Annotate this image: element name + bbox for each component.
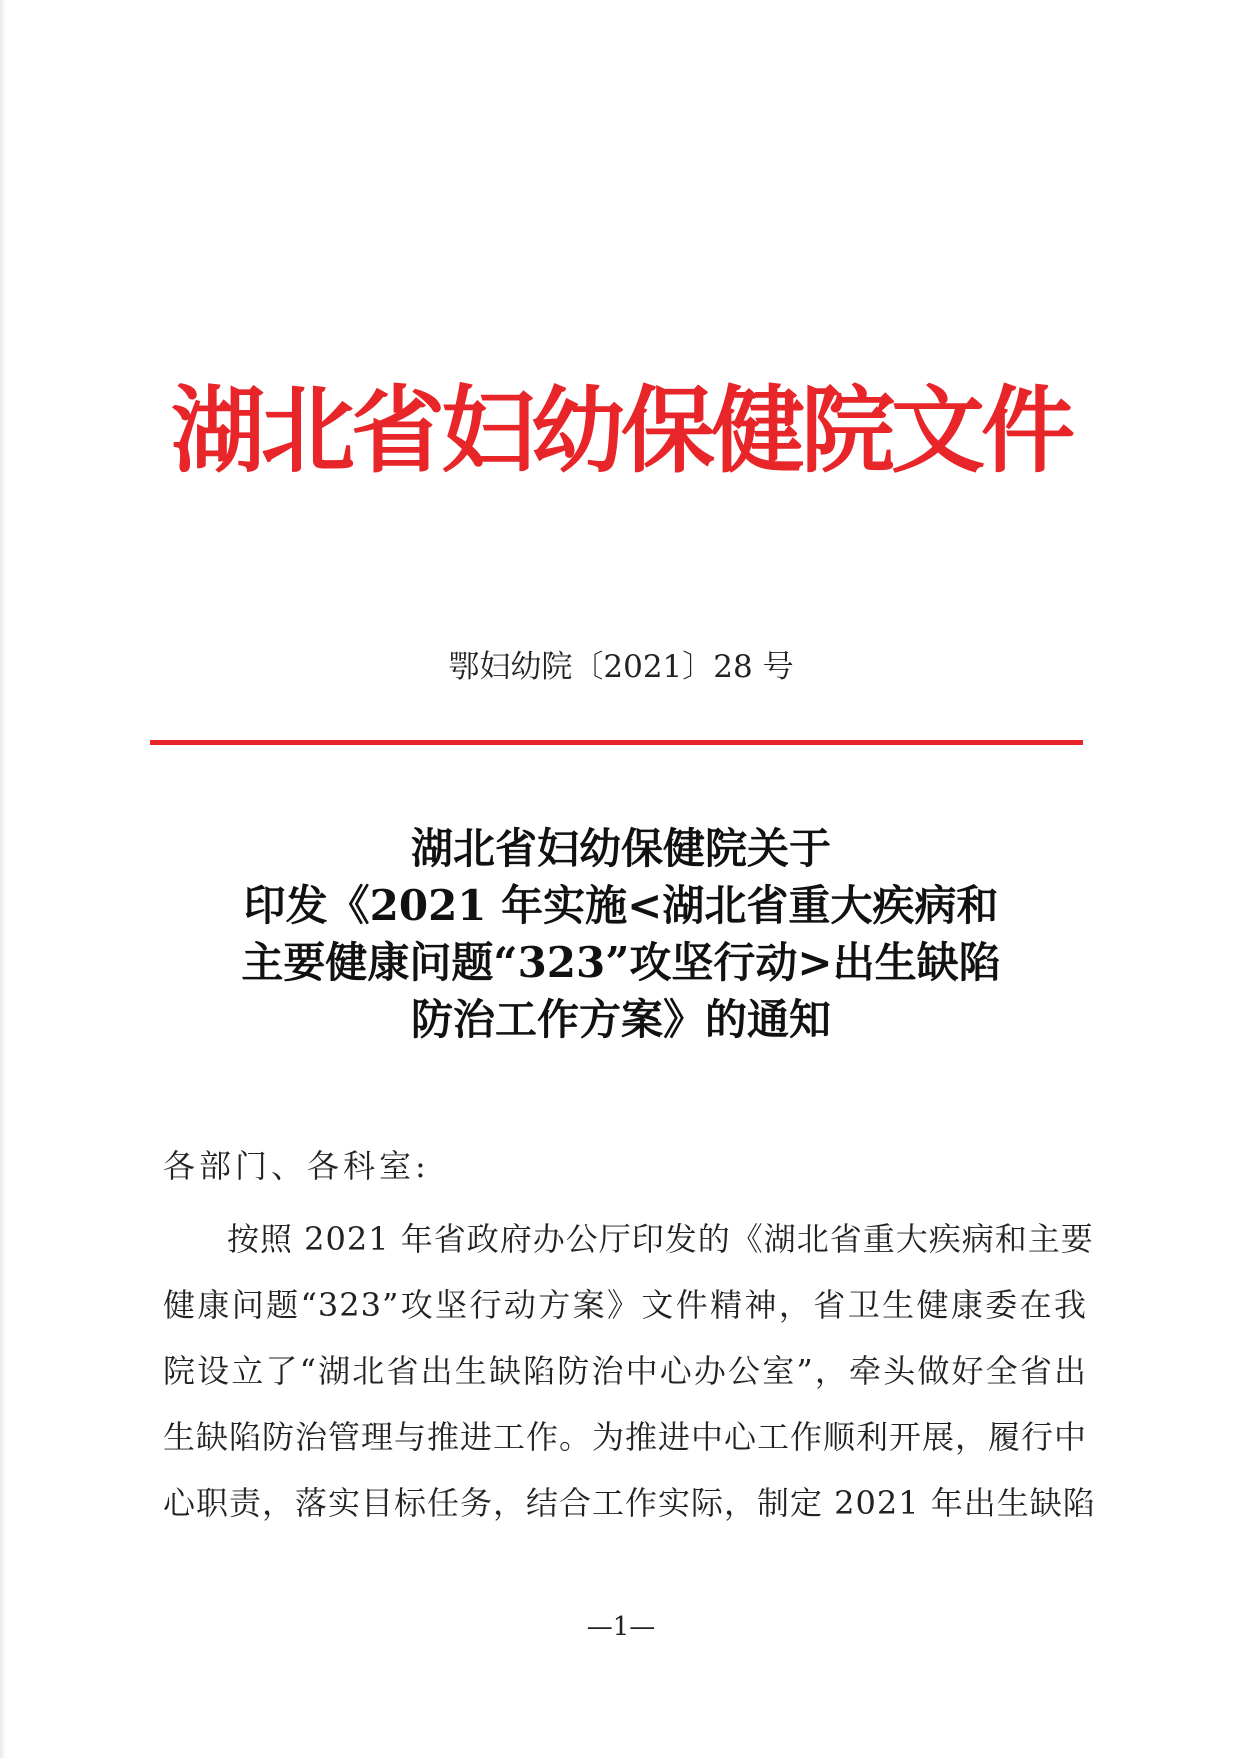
masthead-title: 湖北省妇幼保健院文件 xyxy=(170,377,1071,486)
title-line: 主要健康问题“323”攻坚行动>出生缺陷 xyxy=(241,938,1001,987)
red-divider-line xyxy=(150,740,1083,745)
body-line: 心职责，落实目标任务，结合工作实际，制定 2021 年出生缺陷 xyxy=(163,1484,1096,1522)
body-line: 院设立了“湖北省出生缺陷防治中心办公室”，牵头做好全省出 xyxy=(163,1352,1087,1390)
body-paragraph xyxy=(163,1206,1096,1536)
scan-edge xyxy=(0,0,6,1758)
salutation: 各部门、各科室: xyxy=(163,1147,430,1185)
page-number: —1— xyxy=(586,1612,656,1642)
title-line: 印发《2021 年实施<湖北省重大疾病和 xyxy=(243,881,999,930)
body-line: 健康问题“323”攻坚行动方案》文件精神，省卫生健康委在我 xyxy=(163,1286,1087,1324)
body-line: 生缺陷防治管理与推进工作。为推进中心工作顺利开展，履行中 xyxy=(163,1418,1088,1456)
document-number: 鄂妇幼院〔2021〕28 号 xyxy=(448,649,794,685)
title-line: 湖北省妇幼保健院关于 xyxy=(410,824,831,873)
body-line: 按照 2021 年省政府办公厅印发的《湖北省重大疾病和主要 xyxy=(227,1220,1094,1258)
title-line: 防治工作方案》的通知 xyxy=(410,995,831,1044)
notice-title xyxy=(100,820,1142,1048)
